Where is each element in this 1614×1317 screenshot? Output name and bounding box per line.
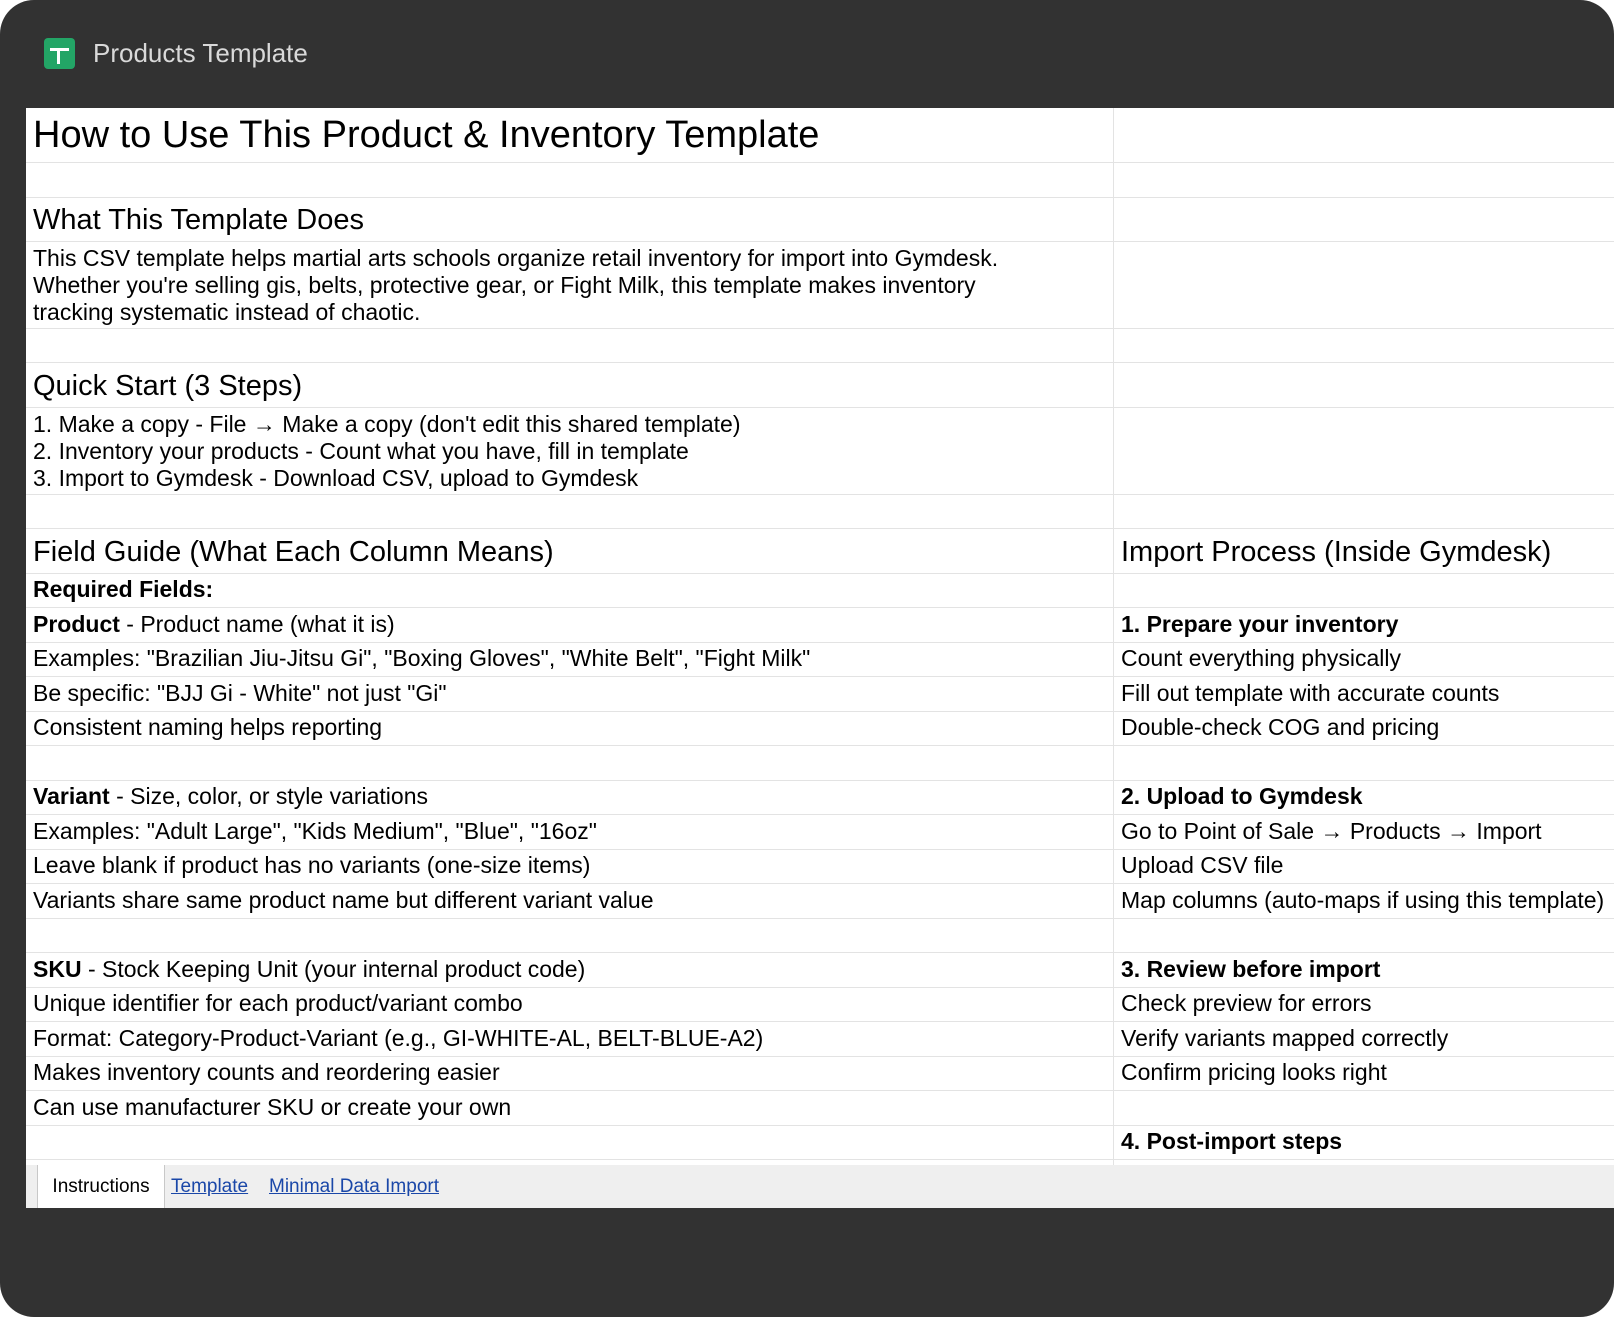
cell-column-b[interactable]	[1121, 363, 1614, 407]
cell-column-a[interactable]	[33, 781, 1108, 814]
cell-column-a[interactable]	[33, 329, 1108, 362]
sheet-row[interactable]	[26, 529, 1614, 574]
cell-column-a[interactable]	[33, 1091, 1108, 1125]
cell-value: - Stock Keeping Unit (your internal product code)	[81, 956, 586, 982]
cell-column-b[interactable]	[1121, 495, 1614, 528]
cell-text	[33, 645, 810, 672]
cell-text	[1121, 645, 1401, 672]
cell-column-a[interactable]	[33, 850, 1108, 883]
cell-column-b[interactable]	[1121, 608, 1614, 642]
sheet-row[interactable]	[26, 163, 1614, 198]
cell-column-a[interactable]	[33, 988, 1108, 1021]
sheet-row[interactable]	[26, 988, 1614, 1022]
cell-text	[1121, 783, 1363, 810]
cell-column-a[interactable]	[33, 712, 1108, 745]
bold-label: 2. Upload to Gymdesk	[1121, 783, 1363, 809]
cell-column-a[interactable]	[33, 529, 1108, 573]
sheet-row[interactable]	[26, 242, 1614, 329]
cell-value: Go to Point of Sale → Products → Import	[1121, 818, 1542, 844]
cell-column-b[interactable]	[1121, 884, 1614, 918]
cell-value: Confirm pricing looks right	[1121, 1059, 1387, 1085]
section-heading	[33, 535, 554, 569]
cell-column-a[interactable]	[33, 1126, 1108, 1159]
cell-value: Check preview for errors	[1121, 990, 1372, 1016]
cell-column-a[interactable]	[33, 408, 1108, 494]
sheet-tab-bar	[26, 1165, 1614, 1208]
cell-value: Format: Category-Product-Variant (e.g., GI-WHITE-AL, BELT-BLUE-A2)	[33, 1025, 764, 1051]
paragraph-line: 1. Make a copy - File → Make a copy (don't edit this shared template)	[33, 411, 741, 437]
cell-text	[33, 576, 213, 603]
cell-value: What This Template Does	[33, 204, 364, 236]
sheet-row[interactable]	[26, 608, 1614, 643]
cell-column-a[interactable]	[33, 574, 1108, 607]
sheet-row[interactable]	[26, 884, 1614, 919]
tab-minimal-data-import[interactable]: Minimal Data Import	[269, 1176, 439, 1197]
cell-paragraph	[33, 411, 741, 492]
sheet-row[interactable]	[26, 677, 1614, 712]
tab-template[interactable]: Template	[171, 1176, 249, 1197]
cell-column-a[interactable]	[33, 919, 1108, 952]
cell-column-a[interactable]	[33, 363, 1108, 407]
bold-label: Required Fields:	[33, 576, 214, 602]
sheet-row[interactable]	[26, 919, 1614, 953]
sheet-row[interactable]	[26, 329, 1614, 363]
cell-column-a[interactable]	[33, 884, 1108, 918]
cell-value: Examples: "Adult Large", "Kids Medium", "Blue", "16oz"	[33, 818, 597, 844]
sheet-row[interactable]	[26, 643, 1614, 677]
cell-text	[1121, 1128, 1342, 1155]
cell-column-b[interactable]	[1121, 815, 1614, 849]
cell-value: Can use manufacturer SKU or create your own	[33, 1094, 512, 1120]
cell-column-b[interactable]	[1121, 988, 1614, 1021]
cell-text	[1121, 990, 1372, 1017]
cell-column-a[interactable]	[33, 1022, 1108, 1056]
cell-column-b[interactable]	[1121, 574, 1614, 607]
cell-text	[1121, 852, 1283, 879]
cell-column-a[interactable]	[33, 815, 1108, 849]
paragraph-line: 3. Import to Gymdesk - Download CSV, upload to Gymdesk	[33, 465, 639, 491]
cell-text	[33, 1094, 511, 1121]
cell-text	[33, 956, 585, 983]
cell-column-a[interactable]	[33, 163, 1108, 197]
paragraph-line: Whether you're selling gis, belts, protective gear, or Fight Milk, this template makes inventory	[33, 272, 976, 298]
cell-column-a[interactable]	[33, 643, 1108, 676]
cell-text	[1121, 956, 1380, 983]
cell-value: Variants share same product name but different variant value	[33, 887, 654, 913]
paragraph-line: 2. Inventory your products - Count what you have, fill in template	[33, 438, 689, 464]
cell-column-a[interactable]	[33, 495, 1108, 528]
sheet-title	[33, 113, 819, 157]
cell-column-b[interactable]	[1121, 529, 1614, 573]
cell-value: Examples: "Brazilian Jiu-Jitsu Gi", "Boxing Gloves", "White Belt", "Fight Milk"	[33, 645, 811, 671]
cell-value: How to Use This Product & Inventory Template	[33, 114, 820, 156]
cell-text	[33, 1025, 763, 1052]
cell-paragraph	[33, 245, 998, 326]
title-bar	[0, 0, 1614, 108]
cell-value: - Size, color, or style variations	[109, 783, 429, 809]
sheet-row[interactable]	[26, 781, 1614, 815]
cell-value: Count everything physically	[1121, 645, 1401, 671]
cell-value: Fill out template with accurate counts	[1121, 680, 1500, 706]
cell-text	[33, 680, 447, 707]
sheet-row[interactable]	[26, 746, 1614, 781]
tab-instructions[interactable]: Instructions	[37, 1165, 165, 1208]
sheet-row[interactable]	[26, 495, 1614, 529]
sheet-row[interactable]	[26, 108, 1614, 163]
sheet-row[interactable]	[26, 198, 1614, 242]
cell-value: Field Guide (What Each Column Means)	[33, 536, 554, 568]
cell-column-a[interactable]	[33, 608, 1108, 642]
cell-text	[1121, 680, 1499, 707]
cell-text	[1121, 887, 1604, 914]
document-title: Products Template	[93, 38, 308, 68]
cell-column-a[interactable]	[33, 108, 1108, 162]
cell-text	[33, 852, 590, 879]
sheet-row[interactable]	[26, 850, 1614, 884]
bold-label: Variant	[33, 783, 110, 809]
sheets-icon	[44, 38, 75, 69]
bold-label: 3. Review before import	[1121, 956, 1381, 982]
cell-text	[33, 611, 395, 638]
cell-text	[33, 1059, 500, 1086]
cell-column-b[interactable]	[1121, 781, 1614, 814]
bold-label: 1. Prepare your inventory	[1121, 611, 1399, 637]
cell-text	[33, 990, 523, 1017]
cell-column-b[interactable]	[1121, 1057, 1614, 1090]
cell-column-b[interactable]	[1121, 1022, 1614, 1056]
cell-column-b[interactable]	[1121, 1091, 1614, 1125]
cell-column-b[interactable]	[1121, 408, 1614, 494]
sheet-row[interactable]	[26, 363, 1614, 408]
cell-column-a[interactable]	[33, 1057, 1108, 1090]
cell-column-b[interactable]	[1121, 953, 1614, 987]
bold-label: Product	[33, 611, 120, 637]
sheet-row[interactable]	[26, 408, 1614, 495]
cell-value: Quick Start (3 Steps)	[33, 370, 303, 402]
cell-column-b[interactable]	[1121, 1126, 1614, 1159]
paragraph-line: tracking systematic instead of chaotic.	[33, 299, 421, 325]
cell-value: Upload CSV file	[1121, 852, 1284, 878]
cell-value: Unique identifier for each product/variant combo	[33, 990, 523, 1016]
bold-label: 4. Post-import steps	[1121, 1128, 1343, 1154]
sheet-row[interactable]	[26, 1091, 1614, 1126]
cell-text	[33, 714, 382, 741]
cell-column-a[interactable]	[33, 746, 1108, 780]
cell-text	[1121, 1059, 1387, 1086]
cell-value: Consistent naming helps reporting	[33, 714, 383, 740]
cell-column-b[interactable]	[1121, 919, 1614, 952]
cell-column-b[interactable]	[1121, 746, 1614, 780]
cell-column-b[interactable]	[1121, 329, 1614, 362]
cell-value: Leave blank if product has no variants (one-size items)	[33, 852, 591, 878]
cell-column-b[interactable]	[1121, 242, 1614, 328]
cell-column-b[interactable]	[1121, 850, 1614, 883]
cell-column-b[interactable]	[1121, 677, 1614, 711]
spreadsheet-grid[interactable]	[26, 108, 1614, 1165]
cell-text	[33, 887, 654, 914]
sheet-row[interactable]	[26, 1022, 1614, 1057]
cell-column-b[interactable]	[1121, 712, 1614, 745]
section-heading	[33, 369, 302, 403]
cell-text	[1121, 611, 1398, 638]
cell-value: Map columns (auto-maps if using this template)	[1121, 887, 1605, 913]
cell-value: Double-check COG and pricing	[1121, 714, 1440, 740]
bold-label: SKU	[33, 956, 82, 982]
section-heading	[1121, 535, 1551, 569]
cell-text	[1121, 714, 1439, 741]
sheet-row[interactable]	[26, 1057, 1614, 1091]
cell-column-a[interactable]	[33, 242, 1108, 328]
sheet-row[interactable]	[26, 574, 1614, 608]
cell-column-b[interactable]	[1121, 643, 1614, 676]
cell-column-b[interactable]	[1121, 198, 1614, 241]
cell-value: Verify variants mapped correctly	[1121, 1025, 1449, 1051]
cell-text	[1121, 818, 1542, 845]
sheet-row[interactable]	[26, 815, 1614, 850]
cell-value: Makes inventory counts and reordering easier	[33, 1059, 500, 1085]
cell-text	[33, 818, 597, 845]
cell-column-b[interactable]	[1121, 108, 1614, 162]
cell-value: Import Process (Inside Gymdesk)	[1121, 536, 1552, 568]
cell-text	[1121, 1025, 1448, 1052]
cell-column-a[interactable]	[33, 198, 1108, 241]
cell-column-b[interactable]	[1121, 163, 1614, 197]
section-heading	[33, 203, 364, 237]
paragraph-line: This CSV template helps martial arts schools organize retail inventory for import into Gymdesk.	[33, 245, 999, 271]
window-bottom-bar	[0, 1208, 1614, 1317]
sheet-row[interactable]	[26, 953, 1614, 988]
cell-column-a[interactable]	[33, 677, 1108, 711]
cell-text	[33, 783, 428, 810]
cell-value: - Product name (what it is)	[119, 611, 395, 637]
cell-value: Be specific: "BJJ Gi - White" not just "Gi"	[33, 680, 447, 706]
sheet-row[interactable]	[26, 1126, 1614, 1160]
cell-column-a[interactable]	[33, 953, 1108, 987]
sheet-row[interactable]	[26, 712, 1614, 746]
